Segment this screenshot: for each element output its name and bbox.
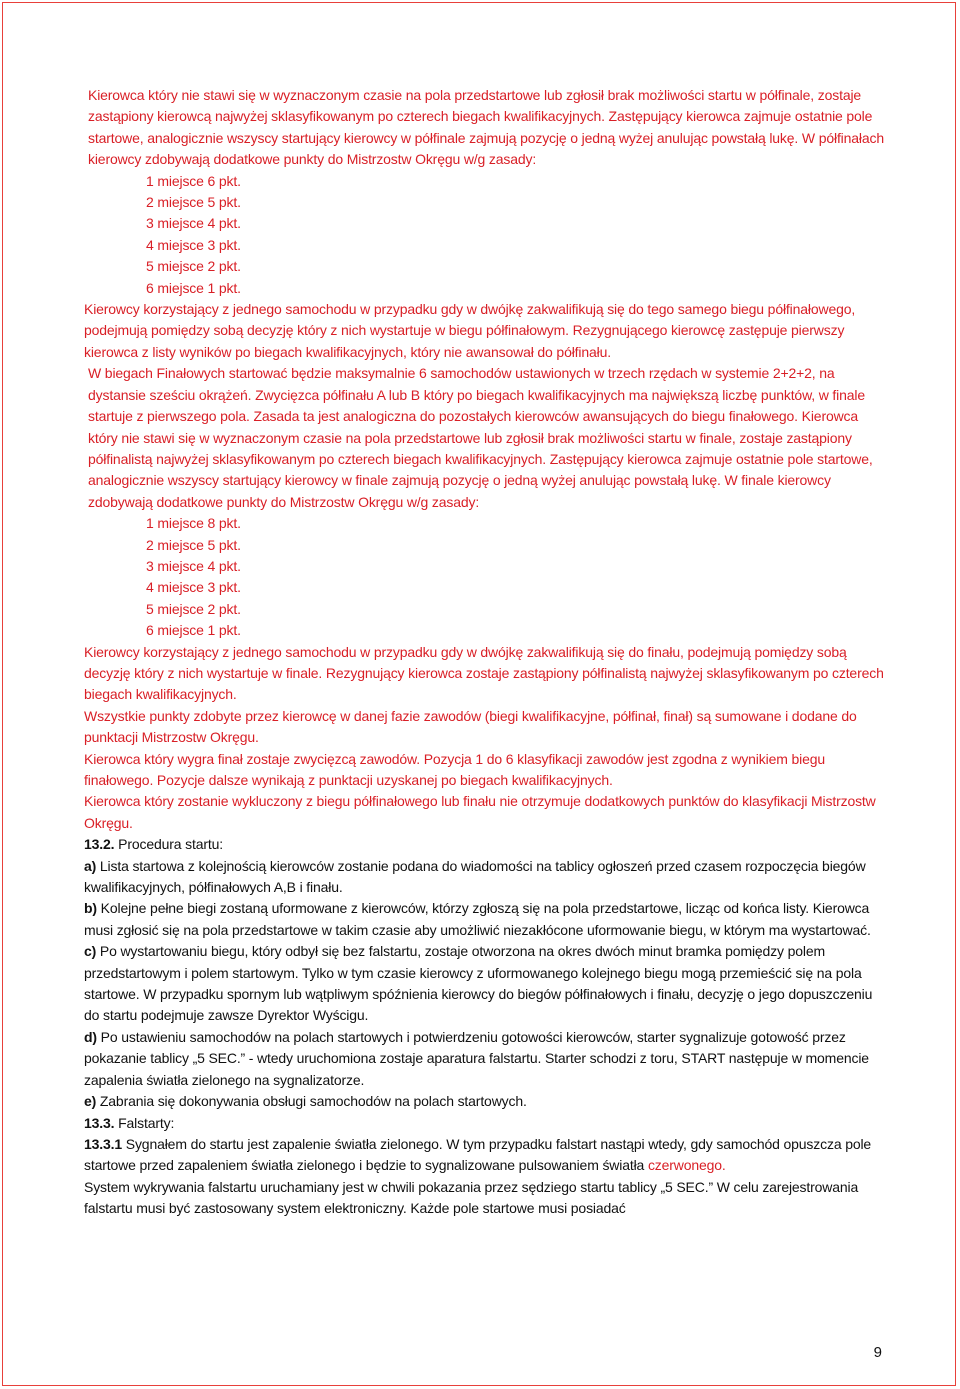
item-label: e) — [84, 1093, 97, 1110]
list-item: 3 miejsce 4 pkt. — [146, 215, 241, 232]
winner-paragraph: Kierowca który wygra finał zostaje zwycięzcą zawodów. Pozycja 1 do 6 klasyfikacji zawodów jest zgodna z wynikiem biegu finałowego. Pozycje dalsze wynikają z punktacji uzyskanej po biegach kwalifikacyjnych. — [84, 750, 825, 788]
item-label: d) — [84, 1028, 97, 1045]
item-text: Lista startowa z kolejnością kierowców zostanie podana do wiadomości na tablicy ogłoszeń przed czasem rozpoczęcia biegów kwalifikacyjnych, półfinałowych A,B i finału. — [84, 857, 866, 896]
list-item: 6 miejsce 1 pkt. — [146, 279, 241, 296]
list-item: 6 miejsce 1 pkt. — [146, 622, 241, 639]
section-title: Falstarty: — [114, 1114, 175, 1131]
final-shared-car-paragraph: Kierowcy korzystający z jednego samochodu w przypadku gdy w dwójkę zakwalifikują się do finału, podejmują pomiędzy sobą decyzję który z nich wystartuje w finale. Rezygnujący kierowca zostaje zastąpiony półfinalistą najwyżej sklasyfikowanym po czterech biegach kwalifikacyjnych. — [84, 643, 884, 703]
final-points-list — [84, 513, 884, 641]
page-number: 9 — [873, 1344, 882, 1361]
list-item: 4 miejsce 3 pkt. — [146, 236, 241, 253]
item-label: c) — [84, 943, 97, 960]
falstart-paragraph-2: System wykrywania falstartu uruchamiany jest w chwili pokazania przez sędziego startu tablicy „5 SEC.” W celu zarejestrowania falstartu musi być zastosowany system elektroniczny. Każde pole startowe musi posiadać — [84, 1178, 859, 1217]
list-item: 2 miejsce 5 pkt. — [146, 536, 241, 553]
item-text: Po wystartowaniu biegu, który odbył się bez falstartu, zostaje otworzona na okres dwóch minut bramka pomiędzy polem przedstartowym i polem startowym. Tylko w tym czasie kierowcy z uformowanego kolejnego biegu mogą przemieścić się na pola startowe. W przypadku spornym lub wątpliwym spóźnienia kierowcy do biegów półfinałowych i finału, decyzję o jego dopuszczeniu do startu podejmuje zawsze Dyrektor Wyścigu. — [84, 943, 873, 1024]
procedure-item-e — [84, 1091, 884, 1112]
section-number: 13.2. — [84, 836, 115, 853]
final-paragraph: W biegach Finałowych startować będzie maksymalnie 6 samochodów ustawionych w trzech rzędach w systemie 2+2+2, na dystansie sześciu okrążeń. Zwycięzca półfinału A lub B który po biegach kwalifikacyjnych ma największą liczbę punktów, w finale startuje z pierwszego pola. Zasada ta jest analogiczna do pozostałych kierowców awansujących do biegu finałowego. Kierowca który nie stawi się w wyznaczonym czasie na pola przedstartowe lub zgłosił brak możliwości startu w finale, zostaje zastąpiony półfinalistą najwyżej sklasyfikowanym po czterech biegach kwalifikacyjnych. Zastępujący kierowca zajmuje ostatnie pole startowe, analogicznie wszyscy startujący kierowcy w finale zajmują pozycję o jedną wyżej anulując powstałą lukę. W finale kierowcy zdobywają dodatkowe punkty do Mistrzostw Okręgu w/g zasady: — [88, 365, 873, 510]
semifinal-shared-car-paragraph: Kierowcy korzystający z jednego samochodu w przypadku gdy w dwójkę zakwalifikują się do tego samego biegu półfinałowego, podejmują pomiędzy sobą decyzję który z nich wystartuje w biegu półfinałowym. Rezygnującego kierowcę zastępuje pierwszy kierowca z listy wyników po biegach kwalifikacyjnych, który nie awansował do półfinału. — [84, 301, 856, 360]
section-number: 13.3. — [84, 1114, 115, 1131]
falstart-heading — [84, 1113, 884, 1134]
falstart-paragraph-1 — [84, 1134, 884, 1177]
procedure-heading — [84, 834, 884, 855]
semifinal-points-list — [84, 171, 884, 299]
list-item: 3 miejsce 4 pkt. — [146, 557, 241, 574]
item-text: Po ustawieniu samochodów na polach startowych i potwierdzeniu gotowości kierowców, starter sygnalizuje gotowość przez pokazanie tablicy „5 SEC.” - wtedy uruchomiona zostaje aparatura falstartu. Starter schodzi z toru, START następuje w momencie zapalenia światła zielonego na sygnalizatorze. — [84, 1028, 869, 1088]
highlighted-text: czerwonego. — [647, 1157, 726, 1174]
procedure-item-b — [84, 898, 884, 941]
list-item: 5 miejsce 2 pkt. — [146, 258, 241, 275]
item-text: Kolejne pełne biegi zostaną uformowane z kierowców, którzy zgłoszą się na pola przedstartowe, licząc od końca listy. Kierowca musi zgłosić się na pola przedstartowe w takim czasie aby umożliwić niezakłócone uformowanie biegu, w którym ma wystartować. — [84, 900, 871, 938]
list-item: 1 miejsce 6 pkt. — [146, 172, 241, 189]
document-body — [84, 85, 884, 1220]
exclusion-paragraph: Kierowca który zostanie wykluczony z biegu półfinałowego lub finału nie otrzymuje dodatkowych punktów do klasyfikacji Mistrzostw Okręgu. — [84, 793, 876, 831]
section-title: Procedura startu: — [114, 836, 223, 853]
list-item: 1 miejsce 8 pkt. — [146, 515, 241, 532]
procedure-item-d — [84, 1027, 884, 1091]
points-summary-paragraph: Wszystkie punkty zdobyte przez kierowcę w danej fazie zawodów (biegi kwalifikacyjne, półfinał, finał) są sumowane i dodane do punktacji Mistrzostw Okręgu. — [84, 707, 857, 746]
item-label: a) — [84, 857, 97, 874]
list-item: 4 miejsce 3 pkt. — [146, 579, 241, 596]
subsection-number: 13.3.1 — [84, 1135, 123, 1152]
procedure-item-a — [84, 856, 884, 899]
paragraph-text: Sygnałem do startu jest zapalenie światła zielonego. W tym przypadku falstart nastąpi wtedy, gdy samochód opuszcza pole startowe przed zapaleniem światła zielonego i będzie to sygnalizowane pulsowaniem światła — [84, 1135, 872, 1174]
list-item: 5 miejsce 2 pkt. — [146, 600, 241, 617]
item-text: Zabrania się dokonywania obsługi samochodów na polach startowych. — [96, 1093, 527, 1110]
procedure-item-c — [84, 941, 884, 1027]
list-item: 2 miejsce 5 pkt. — [146, 194, 241, 211]
semifinal-paragraph: Kierowca który nie stawi się w wyznaczonym czasie na pola przedstartowe lub zgłosił brak możliwości startu w półfinale, zostaje zastąpiony kierowcą najwyżej sklasyfikowanym po czterech biegach kwalifikacyjnych. Zastępujący kierowca zajmuje ostatnie pole startowe, analogicznie wszyscy startujący kierowcy w półfinale zajmują pozycję o jedną wyżej anulując powstałą lukę. W półfinałach kierowcy zdobywają dodatkowe punkty do Mistrzostw Okręgu w/g zasady: — [88, 87, 884, 168]
item-label: b) — [84, 900, 97, 917]
